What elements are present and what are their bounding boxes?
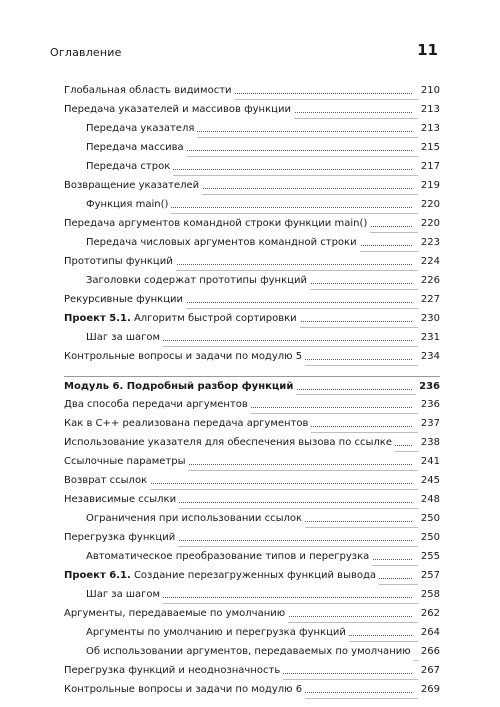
toc-entry-text: Рекурсивные функции bbox=[64, 294, 183, 305]
toc-entry-page: 257 bbox=[418, 566, 440, 585]
toc-entry-title bbox=[86, 642, 414, 661]
toc-entry[interactable] bbox=[64, 100, 440, 119]
toc-entry[interactable] bbox=[86, 233, 440, 252]
toc-entry[interactable] bbox=[86, 585, 440, 604]
toc-entry-title bbox=[64, 566, 379, 585]
toc-entry[interactable] bbox=[64, 471, 440, 490]
toc-entry-text: Модуль 6. Подробный разбор функций bbox=[64, 381, 294, 392]
toc-entry-page: 210 bbox=[418, 81, 440, 100]
toc-entry-title bbox=[64, 395, 251, 414]
toc-entry-title bbox=[64, 680, 305, 699]
toc-entry-page: 250 bbox=[418, 528, 440, 547]
toc-entry[interactable] bbox=[64, 490, 440, 509]
toc-entry-page: 237 bbox=[418, 414, 440, 433]
toc-entry-page: 220 bbox=[418, 214, 440, 233]
toc-entry-page: 213 bbox=[418, 100, 440, 119]
toc-module-entry[interactable] bbox=[64, 376, 440, 395]
toc-entry-title bbox=[86, 195, 171, 214]
toc-entry[interactable] bbox=[64, 214, 440, 233]
toc-entry-title bbox=[64, 604, 288, 623]
toc-entry-text: Передача строк bbox=[86, 161, 171, 172]
toc-entry-text: Перегрузка функций и неоднозначность bbox=[64, 665, 281, 676]
toc-entry-title bbox=[64, 433, 395, 452]
toc-entry[interactable] bbox=[64, 252, 440, 271]
toc-entry-text: Два способа передачи аргументов bbox=[64, 399, 248, 410]
toc-entry-text: Контрольные вопросы и задачи по модулю 5 bbox=[64, 351, 303, 362]
toc-entry-page: 245 bbox=[418, 471, 440, 490]
toc-entry-page: 266 bbox=[418, 642, 440, 661]
project-number: Проект 6.1. bbox=[64, 570, 131, 581]
toc-entry-text: Передача указателя bbox=[86, 123, 195, 134]
toc-entry-page: 220 bbox=[418, 195, 440, 214]
toc-entry[interactable] bbox=[86, 623, 440, 642]
toc-entry-text: Заголовки содержат прототипы функций bbox=[86, 275, 307, 286]
project-number: Проект 5.1. bbox=[64, 313, 131, 324]
toc-entry-title bbox=[86, 271, 310, 290]
toc-entry-title bbox=[86, 328, 163, 347]
toc-entry-title bbox=[64, 452, 188, 471]
toc-entry-title bbox=[86, 547, 372, 566]
toc-entry[interactable] bbox=[64, 395, 440, 414]
toc-entry[interactable] bbox=[86, 328, 440, 347]
toc-entry[interactable] bbox=[64, 347, 440, 366]
toc-entry[interactable] bbox=[64, 309, 440, 328]
toc-entry-page: 262 bbox=[418, 604, 440, 623]
toc-entry-page: 226 bbox=[418, 271, 440, 290]
toc-entry[interactable] bbox=[64, 680, 440, 699]
toc-entry-text: Аргументы, передаваемые по умолчанию bbox=[64, 608, 286, 619]
toc-entry-text: Алгоритм быстрой сортировки bbox=[130, 313, 297, 324]
running-header: Оглавление bbox=[50, 46, 122, 59]
toc-entry-text: Контрольные вопросы и задачи по модулю 6 bbox=[64, 684, 303, 695]
toc-entry-title bbox=[86, 585, 163, 604]
toc-entry-text: Перегрузка функций bbox=[64, 532, 176, 543]
toc-entry-title bbox=[64, 414, 311, 433]
toc-entry-page: 264 bbox=[418, 623, 440, 642]
toc-entry-page: 248 bbox=[418, 490, 440, 509]
toc-entry-page: 227 bbox=[418, 290, 440, 309]
toc-entry[interactable] bbox=[64, 176, 440, 195]
toc-entry-text: Об использовании аргументов, передаваемых по умолчанию bbox=[86, 646, 411, 657]
toc-entry-page: 258 bbox=[418, 585, 440, 604]
toc-entry-page: 223 bbox=[418, 233, 440, 252]
toc-entry-page: 269 bbox=[418, 680, 440, 699]
toc-entry-page: 250 bbox=[418, 509, 440, 528]
toc-entry[interactable] bbox=[64, 81, 440, 100]
toc-entry[interactable] bbox=[64, 290, 440, 309]
toc-entry-title bbox=[64, 252, 176, 271]
toc-entry-text: Передача указателей и массивов функции bbox=[64, 104, 291, 115]
toc-entry-text: Прототипы функций bbox=[64, 256, 173, 267]
toc-entry[interactable] bbox=[86, 271, 440, 290]
toc-entry-text: Шаг за шагом bbox=[86, 332, 161, 343]
toc-entry-text: Независимые ссылки bbox=[64, 494, 177, 505]
toc-entry[interactable] bbox=[86, 547, 440, 566]
toc-entry-page: 215 bbox=[418, 138, 440, 157]
toc-entry-title bbox=[64, 528, 178, 547]
toc-entry-text: Функция main() bbox=[86, 199, 169, 210]
toc-entry-title bbox=[86, 157, 173, 176]
toc-entry-page: 217 bbox=[418, 157, 440, 176]
toc-entry-title bbox=[64, 214, 370, 233]
toc-entry-text: Передача массива bbox=[86, 142, 184, 153]
page-number: 11 bbox=[417, 41, 438, 59]
toc-entry-title bbox=[64, 471, 150, 490]
toc-entry[interactable] bbox=[86, 509, 440, 528]
toc-entry-text: Передача аргументов командной строки функции main() bbox=[64, 218, 368, 229]
toc-entry-title bbox=[64, 490, 179, 509]
toc-entry[interactable] bbox=[64, 414, 440, 433]
table-of-contents bbox=[0, 81, 500, 699]
module-gap bbox=[0, 366, 500, 376]
toc-entry-page: 224 bbox=[418, 252, 440, 271]
toc-entry-page: 238 bbox=[418, 433, 440, 452]
toc-entry-page: 213 bbox=[418, 119, 440, 138]
toc-entry-text: Как в C++ реализована передача аргументов bbox=[64, 418, 309, 429]
toc-entry[interactable] bbox=[64, 528, 440, 547]
toc-entry-title bbox=[86, 233, 360, 252]
toc-entry-text: Возвращение указателей bbox=[64, 180, 200, 191]
toc-entry-title bbox=[64, 176, 202, 195]
toc-entry-title bbox=[86, 119, 197, 138]
toc-entry-page: 234 bbox=[418, 347, 440, 366]
toc-entry[interactable] bbox=[64, 433, 440, 452]
toc-entry-page: 219 bbox=[418, 176, 440, 195]
toc-entry[interactable] bbox=[86, 138, 440, 157]
toc-entry-text: Использование указателя для обеспечения вызова по ссылке bbox=[64, 437, 392, 448]
toc-entry-page: 231 bbox=[418, 328, 440, 347]
toc-entry-title bbox=[64, 100, 294, 119]
toc-entry[interactable] bbox=[64, 566, 440, 585]
toc-entry[interactable] bbox=[86, 642, 440, 661]
toc-entry-page: 236 bbox=[416, 377, 440, 396]
toc-entry-text: Ограничения при использовании ссылок bbox=[86, 513, 303, 524]
toc-entry-page: 230 bbox=[418, 309, 440, 328]
toc-entry[interactable] bbox=[86, 157, 440, 176]
toc-entry-text: Ссылочные параметры bbox=[64, 456, 186, 467]
toc-entry-page: 267 bbox=[418, 661, 440, 680]
toc-entry-page: 255 bbox=[418, 547, 440, 566]
toc-entry-page: 241 bbox=[418, 452, 440, 471]
toc-entry-text: Передача числовых аргументов командной строки bbox=[86, 237, 357, 248]
toc-entry-title bbox=[86, 138, 187, 157]
toc-entry-text: Глобальная область видимости bbox=[64, 85, 232, 96]
toc-entry[interactable] bbox=[64, 661, 440, 680]
toc-entry-title bbox=[86, 509, 305, 528]
toc-entry[interactable] bbox=[86, 119, 440, 138]
toc-entry-text: Аргументы по умолчанию и перегрузка функций bbox=[86, 627, 346, 638]
toc-entry-page: 236 bbox=[418, 395, 440, 414]
toc-entry-title bbox=[64, 661, 283, 680]
toc-entry-text: Создание перезагруженных функций вывода bbox=[130, 570, 377, 581]
toc-entry-title bbox=[86, 623, 349, 642]
toc-entry[interactable] bbox=[64, 452, 440, 471]
toc-entry-text: Возврат ссылок bbox=[64, 475, 148, 486]
toc-entry-title bbox=[64, 81, 235, 100]
toc-entry-title bbox=[64, 290, 186, 309]
toc-entry[interactable] bbox=[64, 604, 440, 623]
toc-entry-text: Шаг за шагом bbox=[86, 589, 161, 600]
toc-entry-title bbox=[64, 347, 305, 366]
toc-entry-title bbox=[64, 377, 296, 396]
toc-entry[interactable] bbox=[86, 195, 440, 214]
toc-entry-title bbox=[64, 309, 300, 328]
toc-entry-text: Автоматическое преобразование типов и перегрузка bbox=[86, 551, 370, 562]
